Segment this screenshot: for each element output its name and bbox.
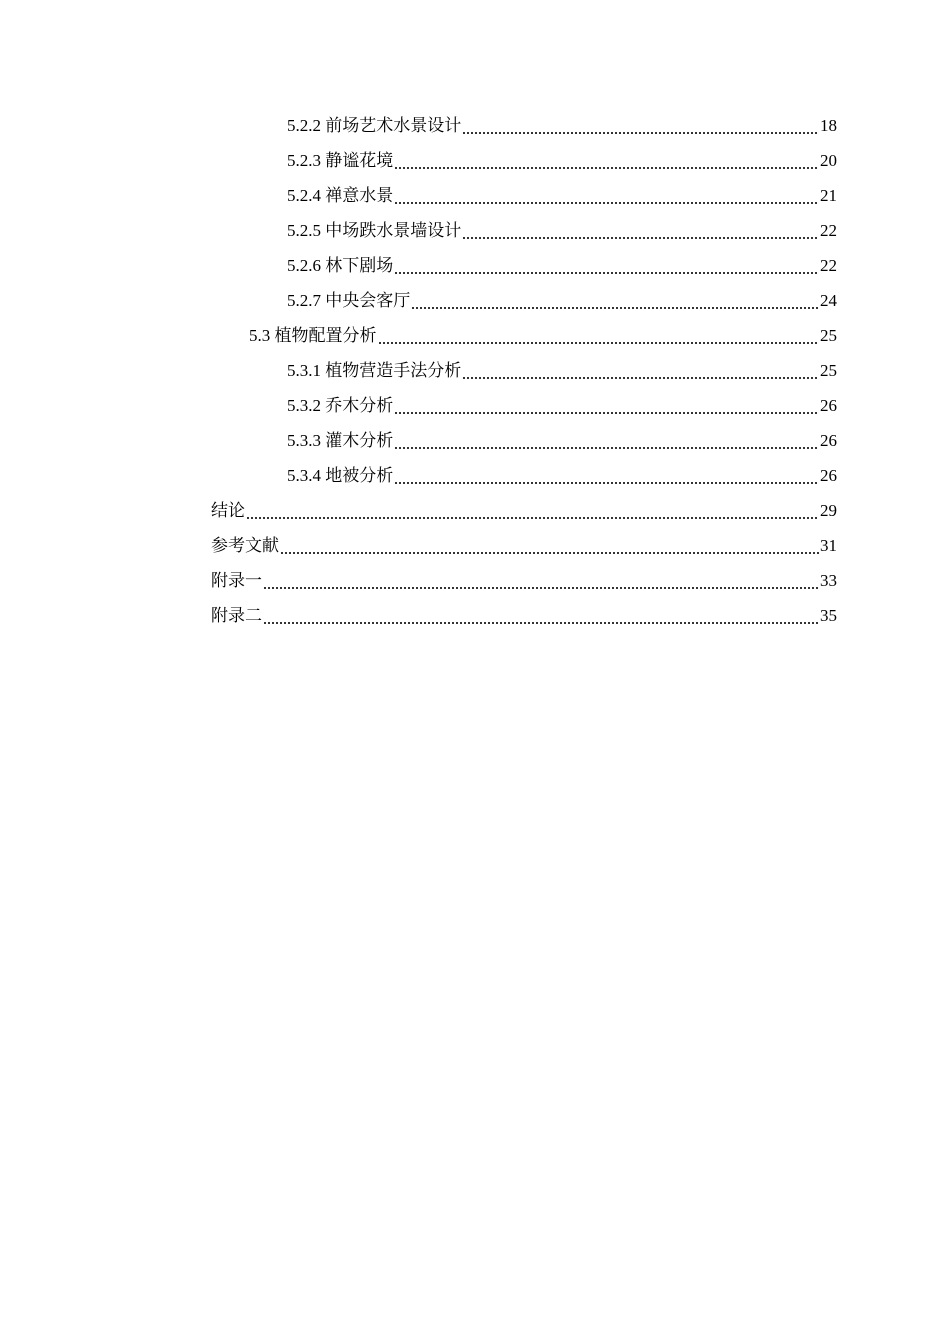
dot-leader [394,255,819,277]
toc-entry-page: 35 [820,605,837,625]
toc-entry-page: 29 [820,500,837,520]
dot-leader [394,395,819,417]
toc-entry[interactable] [287,388,837,423]
toc-entry-label: 5.3.4 地被分析 [287,465,394,485]
toc-entry[interactable] [287,458,837,493]
toc-entry-label: 附录一 [211,570,262,590]
toc-entry-page: 18 [820,115,837,135]
dot-leader [263,570,819,592]
toc-entry-label: 5.3.3 灌木分析 [287,430,394,450]
toc-entry-label: 5.2.3 静谧花境 [287,150,394,170]
toc-entry[interactable] [287,248,837,283]
toc-entry-label: 5.3 植物配置分析 [249,325,377,345]
toc-entry-page: 26 [820,395,837,415]
toc-entry-label: 5.3.1 植物营造手法分析 [287,360,462,380]
toc-entry-page: 21 [820,185,837,205]
dot-leader [394,150,819,172]
toc-entry-page: 22 [820,220,837,240]
dot-leader [263,605,819,627]
toc-entry-page: 26 [820,430,837,450]
toc-entry[interactable] [211,493,837,528]
toc-entry[interactable] [287,283,837,318]
dot-leader [411,290,819,312]
toc-entry[interactable] [211,563,837,598]
dot-leader [378,325,820,347]
toc-entry-label: 5.2.6 林下剧场 [287,255,394,275]
toc-entry-label: 5.2.2 前场艺术水景设计 [287,115,462,135]
toc-entry-page: 33 [820,570,837,590]
dot-leader [280,535,819,557]
dot-leader [462,220,819,242]
toc-entry[interactable] [249,318,837,353]
toc-entry-page: 26 [820,465,837,485]
toc-entry[interactable] [287,353,837,388]
toc-entry-label: 5.2.5 中场跌水景墙设计 [287,220,462,240]
toc-entry[interactable] [211,598,837,633]
dot-leader [462,360,819,382]
toc-entry-label: 5.2.4 禅意水景 [287,185,394,205]
toc-entry-label: 参考文献 [211,535,279,555]
toc-entry[interactable] [287,423,837,458]
dot-leader [394,430,819,452]
toc-entry-page: 25 [820,325,837,345]
dot-leader [394,465,819,487]
toc-entry-label: 附录二 [211,605,262,625]
toc-entry[interactable] [287,108,837,143]
toc-entry-page: 31 [820,535,837,555]
toc-entry-page: 24 [820,290,837,310]
toc-entry-page: 25 [820,360,837,380]
dot-leader [462,115,819,137]
dot-leader [246,500,819,522]
toc-entry-label: 5.2.7 中央会客厅 [287,290,411,310]
toc-entry[interactable] [287,213,837,248]
toc-entry[interactable] [287,178,837,213]
toc-entry[interactable] [211,528,837,563]
toc-entry-label: 5.3.2 乔木分析 [287,395,394,415]
toc-entry[interactable] [287,143,837,178]
toc-entry-page: 22 [820,255,837,275]
dot-leader [394,185,819,207]
toc-entry-label: 结论 [211,500,245,520]
toc-entry-page: 20 [820,150,837,170]
